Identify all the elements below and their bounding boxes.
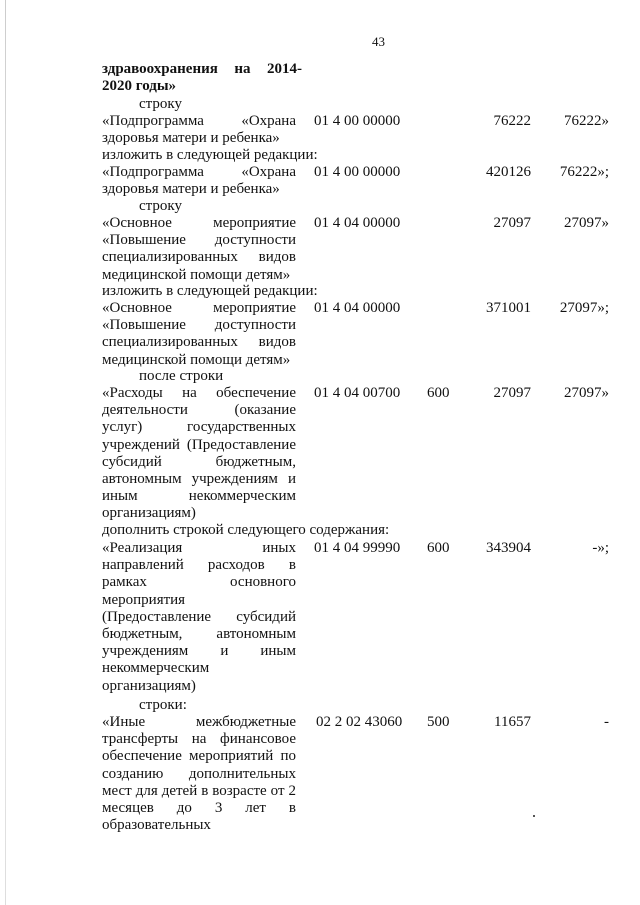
- instruction-text: дополнить строкой следующего содержания:: [102, 522, 390, 538]
- budget-code: 01 4 04 00700: [314, 385, 401, 401]
- expense-type: 500: [427, 714, 450, 730]
- budget-code: 01 4 04 99990: [314, 540, 401, 556]
- amount-value-2: 76222»: [564, 113, 609, 129]
- budget-code: 01 4 00 00000: [314, 113, 401, 129]
- instruction-text: строку: [139, 96, 182, 112]
- amount-value: 371001: [486, 300, 531, 316]
- instruction-text: после строки: [139, 368, 224, 384]
- instruction-text: изложить в следующей редакции:: [102, 283, 318, 299]
- amount-value-2: -: [604, 714, 609, 730]
- row-description: «Подпрограмма «Охрана здоровья матери и ребенка»: [102, 113, 296, 147]
- amount-value: 420126: [486, 164, 531, 180]
- instruction-text: строку: [139, 198, 182, 214]
- scan-edge: [5, 0, 6, 905]
- amount-value-2: 76222»;: [559, 164, 609, 180]
- scan-speck: [533, 815, 535, 817]
- expense-type: 600: [427, 540, 450, 556]
- row-description: «Основное мероприятие «Повышение доступности специализированных видов медицинской помощи детям»: [102, 300, 296, 368]
- budget-code: 01 4 00 00000: [314, 164, 401, 180]
- row-description: «Подпрограмма «Охрана здоровья матери и ребенка»: [102, 164, 296, 198]
- row-description: «Иные межбюджетные трансферты на финансовое обеспечение мероприятий по созданию дополнительных мест для детей в возрасте от 2 месяцев до 3 лет в образовательных: [102, 714, 296, 834]
- amount-value: 27097: [493, 215, 531, 231]
- page-number: 43: [372, 34, 385, 49]
- instruction-text: изложить в следующей редакции:: [102, 147, 318, 163]
- amount-value: 343904: [486, 540, 531, 556]
- budget-code: 01 4 04 00000: [314, 215, 401, 231]
- expense-type: 600: [427, 385, 450, 401]
- row-description: «Расходы на обеспечение деятельности (оказание услуг) государственных учреждений (Предоставление субсидий бюджетным, автономным учреждениям и иным некоммерческим организациям): [102, 385, 296, 522]
- amount-value-2: 27097»: [564, 215, 609, 231]
- amount-value: 27097: [493, 385, 531, 401]
- amount-value: 11657: [494, 714, 531, 730]
- amount-value-2: 27097»: [564, 385, 609, 401]
- row-description: «Основное мероприятие «Повышение доступности специализированных видов медицинской помощи детям»: [102, 215, 296, 283]
- amount-value-2: 27097»;: [559, 300, 609, 316]
- budget-code: 02 2 02 43060: [316, 714, 403, 730]
- section-heading: здравоохранения на 2014-2020 годы»: [102, 61, 302, 95]
- instruction-text: строки:: [139, 697, 187, 713]
- budget-code: 01 4 04 00000: [314, 300, 401, 316]
- row-description: «Реализация иных направлений расходов в рамках основного мероприятия (Предоставление субсидий бюджетным, автономным учреждениям и иным некоммерческим организациям): [102, 540, 296, 694]
- amount-value: 76222: [493, 113, 531, 129]
- amount-value-2: -»;: [592, 540, 609, 556]
